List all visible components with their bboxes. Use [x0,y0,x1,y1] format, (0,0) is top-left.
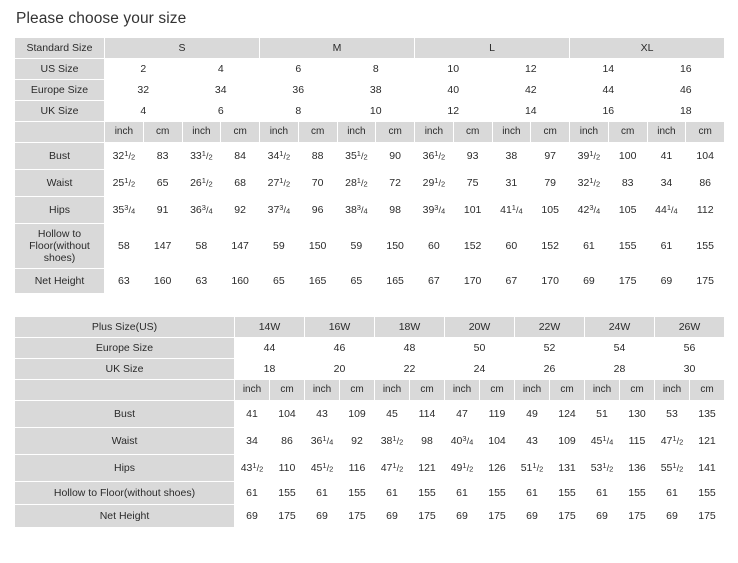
hips-cell: 126 [480,455,515,482]
hollow-cell: 61 [515,482,550,505]
uk-size-cell: 8 [260,101,338,122]
row-label-units [15,122,105,143]
europe-size-cell: 42 [492,80,570,101]
unit-cell: cm [686,122,725,143]
row-label-plus-size: Plus Size(US) [15,317,235,338]
hollow-cell: 59 [260,224,299,269]
waist-cell: 34 [235,428,270,455]
bust-cell: 84 [221,143,260,170]
waist-cell: $26^1/_2$ [182,170,221,197]
bust-cell: 119 [480,401,515,428]
uk-size-cell: 10 [337,101,415,122]
waist-cell: 109 [550,428,585,455]
hips-cell: 141 [690,455,725,482]
table-row-net-height [15,269,725,294]
hips-cell: 96 [298,197,337,224]
hollow-cell: 61 [570,224,609,269]
uk-size-cell: 14 [492,101,570,122]
unit-cell: cm [453,122,492,143]
table-row-waist [15,170,725,197]
bust-cell: 90 [376,143,415,170]
table-spacer [14,294,724,316]
uk-size-cell: 6 [182,101,260,122]
hips-cell: 105 [608,197,647,224]
plus-size-cell: 20W [445,317,515,338]
hollow-cell: 61 [585,482,620,505]
waist-cell: $38^1/_2$ [375,428,410,455]
hollow-cell: 147 [221,224,260,269]
waist-cell: 75 [453,170,492,197]
plus-size-table [14,316,725,528]
table-row-bust [15,401,725,428]
net-height-cell: 160 [221,269,260,294]
hips-cell: 91 [143,197,182,224]
table-row-bust [15,143,725,170]
net-height-cell: 63 [105,269,144,294]
unit-cell: inch [415,122,454,143]
net-height-cell: 175 [270,505,305,528]
bust-cell: $39^1/_2$ [570,143,609,170]
unit-cell: inch [337,122,376,143]
hips-cell: 136 [620,455,655,482]
row-label-uk-size: UK Size [15,359,235,380]
row-label-bust: Bust [15,401,235,428]
waist-cell: 83 [608,170,647,197]
bust-cell: 53 [655,401,690,428]
bust-cell: 104 [270,401,305,428]
bust-cell: 51 [585,401,620,428]
bust-cell: 88 [298,143,337,170]
hollow-cell: 59 [337,224,376,269]
us-size-cell: 8 [337,59,415,80]
hips-cell: 105 [531,197,570,224]
waist-cell: $47^1/_2$ [655,428,690,455]
net-height-cell: 63 [182,269,221,294]
europe-size-cell: 40 [415,80,493,101]
europe-size-cell: 54 [585,338,655,359]
uk-size-cell: 28 [585,359,655,380]
hips-cell: $49^1/_2$ [445,455,480,482]
waist-cell: 31 [492,170,531,197]
net-height-cell: 160 [143,269,182,294]
uk-size-cell: 26 [515,359,585,380]
europe-size-cell: 34 [182,80,260,101]
uk-size-cell: 12 [415,101,493,122]
hips-cell: $36^3/_4$ [182,197,221,224]
hollow-cell: 150 [376,224,415,269]
unit-cell: inch [105,122,144,143]
waist-cell: 34 [647,170,686,197]
europe-size-cell: 52 [515,338,585,359]
row-label-uk-size: UK Size [15,101,105,122]
waist-cell: 92 [340,428,375,455]
plus-size-cell: 22W [515,317,585,338]
net-height-cell: 69 [445,505,480,528]
table-row-units [15,122,725,143]
us-size-cell: 16 [647,59,725,80]
page-title: Please choose your size [16,10,187,27]
bust-cell: 135 [690,401,725,428]
hips-cell: $55^1/_2$ [655,455,690,482]
unit-cell: cm [480,380,515,401]
bust-cell: 109 [340,401,375,428]
uk-size-cell: 18 [647,101,725,122]
hollow-cell: 155 [270,482,305,505]
bust-cell: 41 [647,143,686,170]
row-label-us-size: US Size [15,59,105,80]
row-label-hollow-to-floor: Hollow to Floor(without shoes) [15,482,235,505]
unit-cell: inch [492,122,531,143]
unit-cell: cm [221,122,260,143]
unit-cell: inch [375,380,410,401]
bust-cell: 49 [515,401,550,428]
waist-cell: $29^1/_2$ [415,170,454,197]
unit-cell: cm [531,122,570,143]
net-height-cell: 67 [415,269,454,294]
us-size-cell: 4 [182,59,260,80]
table-row-standard-size [15,38,725,59]
waist-cell: $36^1/_4$ [305,428,340,455]
europe-size-cell: 46 [305,338,375,359]
unit-cell: inch [305,380,340,401]
net-height-cell: 65 [337,269,376,294]
row-label-net-height: Net Height [15,505,235,528]
size-group-s: S [105,38,260,59]
waist-cell: 70 [298,170,337,197]
europe-size-cell: 44 [235,338,305,359]
hips-cell: 116 [340,455,375,482]
net-height-cell: 175 [550,505,585,528]
waist-cell: 43 [515,428,550,455]
table-row-hollow-to-floor [15,224,725,269]
uk-size-cell: 18 [235,359,305,380]
bust-cell: 38 [492,143,531,170]
hollow-cell: 61 [647,224,686,269]
hollow-cell: 150 [298,224,337,269]
net-height-cell: 175 [340,505,375,528]
hips-cell: 101 [453,197,492,224]
waist-cell: 98 [410,428,445,455]
waist-cell: 72 [376,170,415,197]
waist-cell: 121 [690,428,725,455]
net-height-cell: 69 [655,505,690,528]
net-height-cell: 69 [375,505,410,528]
hollow-cell: 60 [415,224,454,269]
table-row-plus-size [15,317,725,338]
bust-cell: 45 [375,401,410,428]
uk-size-cell: 20 [305,359,375,380]
hips-cell: $43^1/_2$ [235,455,270,482]
hollow-cell: 155 [550,482,585,505]
hips-cell: $37^3/_4$ [260,197,299,224]
row-label-hollow-to-floor: Hollow to Floor(without shoes) [15,224,105,269]
europe-size-cell: 36 [260,80,338,101]
table-row-waist [15,428,725,455]
hollow-cell: 58 [182,224,221,269]
bust-cell: 124 [550,401,585,428]
bust-cell: 93 [453,143,492,170]
hips-cell: 110 [270,455,305,482]
hollow-cell: 155 [686,224,725,269]
unit-cell: inch [515,380,550,401]
waist-cell: 115 [620,428,655,455]
us-size-cell: 10 [415,59,493,80]
net-height-cell: 69 [647,269,686,294]
waist-cell: $25^1/_2$ [105,170,144,197]
hollow-cell: 61 [235,482,270,505]
bust-cell: 47 [445,401,480,428]
uk-size-cell: 4 [105,101,183,122]
hips-cell: 112 [686,197,725,224]
hips-cell: $51^1/_2$ [515,455,550,482]
unit-cell: cm [270,380,305,401]
table-row-europe-size [15,338,725,359]
uk-size-cell: 24 [445,359,515,380]
waist-cell: $40^3/_4$ [445,428,480,455]
size-group-l: L [415,38,570,59]
hips-cell: $47^1/_2$ [375,455,410,482]
hips-cell: $38^3/_4$ [337,197,376,224]
hips-cell: 121 [410,455,445,482]
europe-size-cell: 32 [105,80,183,101]
hips-cell: $39^3/_4$ [415,197,454,224]
table-row-uk-size [15,101,725,122]
unit-cell: inch [445,380,480,401]
bust-cell: $36^1/_2$ [415,143,454,170]
net-height-cell: 69 [305,505,340,528]
bust-cell: 83 [143,143,182,170]
us-size-cell: 2 [105,59,183,80]
unit-cell: inch [647,122,686,143]
net-height-cell: 175 [686,269,725,294]
net-height-cell: 165 [376,269,415,294]
hips-cell: 131 [550,455,585,482]
unit-cell: inch [260,122,299,143]
hollow-cell: 155 [480,482,515,505]
uk-size-cell: 22 [375,359,445,380]
net-height-cell: 69 [235,505,270,528]
hollow-cell: 152 [453,224,492,269]
waist-cell: $28^1/_2$ [337,170,376,197]
net-height-cell: 175 [690,505,725,528]
bust-cell: $32^1/_2$ [105,143,144,170]
hollow-cell: 61 [375,482,410,505]
unit-cell: cm [608,122,647,143]
hips-cell: $45^1/_2$ [305,455,340,482]
us-size-cell: 6 [260,59,338,80]
row-label-units [15,380,235,401]
net-height-cell: 69 [585,505,620,528]
row-label-hips: Hips [15,197,105,224]
net-height-cell: 175 [608,269,647,294]
bust-cell: 104 [686,143,725,170]
waist-cell: 68 [221,170,260,197]
unit-cell: cm [376,122,415,143]
row-label-europe-size: Europe Size [15,80,105,101]
net-height-cell: 170 [531,269,570,294]
hips-cell: $42^3/_4$ [570,197,609,224]
bust-cell: $33^1/_2$ [182,143,221,170]
unit-cell: inch [655,380,690,401]
plus-size-cell: 14W [235,317,305,338]
row-label-waist: Waist [15,428,235,455]
size-group-m: M [260,38,415,59]
europe-size-cell: 56 [655,338,725,359]
table-row-hollow-to-floor [15,482,725,505]
hips-cell: 98 [376,197,415,224]
unit-cell: cm [143,122,182,143]
net-height-cell: 175 [480,505,515,528]
net-height-cell: 65 [260,269,299,294]
row-label-net-height: Net Height [15,269,105,294]
waist-cell: $27^1/_2$ [260,170,299,197]
unit-cell: inch [182,122,221,143]
row-label-europe-size: Europe Size [15,338,235,359]
uk-size-cell: 30 [655,359,725,380]
table-row-units [15,380,725,401]
hollow-cell: 155 [608,224,647,269]
table-row-net-height [15,505,725,528]
table-row-us-size [15,59,725,80]
hollow-cell: 155 [620,482,655,505]
bust-cell: $34^1/_2$ [260,143,299,170]
row-label-standard-size: Standard Size [15,38,105,59]
hips-cell: $35^3/_4$ [105,197,144,224]
net-height-cell: 175 [410,505,445,528]
plus-size-cell: 18W [375,317,445,338]
europe-size-cell: 50 [445,338,515,359]
waist-cell: 65 [143,170,182,197]
bust-cell: 41 [235,401,270,428]
europe-size-cell: 46 [647,80,725,101]
unit-cell: cm [298,122,337,143]
hollow-cell: 147 [143,224,182,269]
europe-size-cell: 44 [570,80,648,101]
europe-size-cell: 48 [375,338,445,359]
table-row-uk-size [15,359,725,380]
net-height-cell: 170 [453,269,492,294]
unit-cell: inch [570,122,609,143]
net-height-cell: 165 [298,269,337,294]
hips-cell: $41^1/_4$ [492,197,531,224]
hollow-cell: 61 [655,482,690,505]
row-label-waist: Waist [15,170,105,197]
plus-size-cell: 26W [655,317,725,338]
waist-cell: 104 [480,428,515,455]
hollow-cell: 155 [410,482,445,505]
us-size-cell: 14 [570,59,648,80]
waist-cell: $45^1/_4$ [585,428,620,455]
standard-size-table [14,37,725,294]
hips-cell: 92 [221,197,260,224]
bust-cell: 130 [620,401,655,428]
table-row-hips [15,455,725,482]
hollow-cell: 61 [305,482,340,505]
unit-cell: cm [340,380,375,401]
hollow-cell: 58 [105,224,144,269]
hollow-cell: 155 [690,482,725,505]
row-label-hips: Hips [15,455,235,482]
size-group-xl: XL [570,38,725,59]
unit-cell: cm [410,380,445,401]
net-height-cell: 175 [620,505,655,528]
unit-cell: cm [690,380,725,401]
bust-cell: 43 [305,401,340,428]
bust-cell: 114 [410,401,445,428]
hollow-cell: 155 [340,482,375,505]
us-size-cell: 12 [492,59,570,80]
net-height-cell: 69 [570,269,609,294]
table-row-hips [15,197,725,224]
row-label-bust: Bust [15,143,105,170]
waist-cell: 86 [270,428,305,455]
hips-cell: $53^1/_2$ [585,455,620,482]
plus-size-cell: 24W [585,317,655,338]
hips-cell: $44^1/_4$ [647,197,686,224]
waist-cell: 79 [531,170,570,197]
bust-cell: $35^1/_2$ [337,143,376,170]
unit-cell: inch [585,380,620,401]
net-height-cell: 67 [492,269,531,294]
unit-cell: cm [550,380,585,401]
hollow-cell: 60 [492,224,531,269]
waist-cell: $32^1/_2$ [570,170,609,197]
net-height-cell: 69 [515,505,550,528]
table-row-europe-size [15,80,725,101]
bust-cell: 97 [531,143,570,170]
uk-size-cell: 16 [570,101,648,122]
bust-cell: 100 [608,143,647,170]
unit-cell: cm [620,380,655,401]
unit-cell: inch [235,380,270,401]
europe-size-cell: 38 [337,80,415,101]
hollow-cell: 61 [445,482,480,505]
waist-cell: 86 [686,170,725,197]
hollow-cell: 152 [531,224,570,269]
plus-size-cell: 16W [305,317,375,338]
